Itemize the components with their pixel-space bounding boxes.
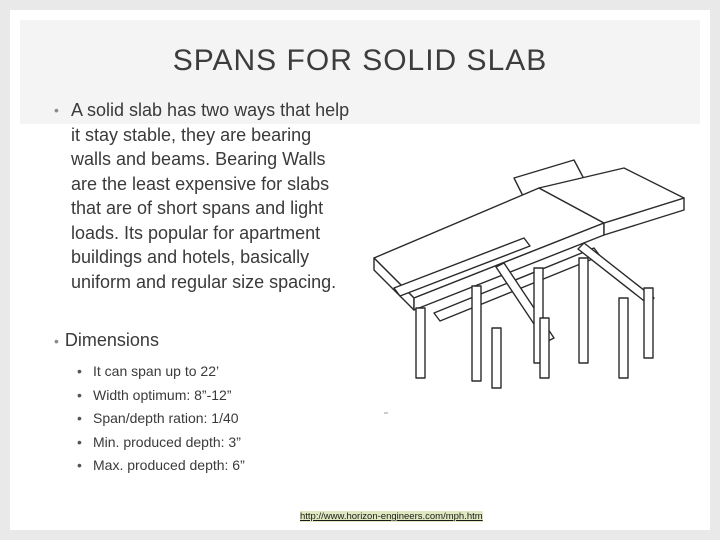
source-link[interactable]: http://www.horizon-engineers.com/mph.htm	[300, 511, 483, 522]
list-item: • Max. produced depth: 6”	[77, 454, 245, 478]
list-item: • Width optimum: 8”-12”	[77, 384, 245, 408]
intro-bullet	[54, 98, 354, 294]
dimensions-list	[77, 360, 245, 478]
bullet-icon: •	[54, 333, 59, 349]
bullet-icon: •	[77, 457, 82, 473]
bullet-icon: •	[77, 433, 82, 450]
bullet-icon: •	[54, 102, 59, 118]
bullet-icon: •	[77, 410, 82, 426]
intro-text: A solid slab has two ways that help it stay stable, they are bearing walls and beams. Bearing Walls are the least expensive for slabs that are of short spans and light loads. Its popular for apartment buildings and hotels, basically uniform and regular size spacing.	[71, 100, 350, 292]
list-item: • Span/depth ration: 1/40	[77, 407, 245, 431]
bullet-icon: •	[77, 363, 82, 379]
dimensions-bullet	[54, 330, 159, 351]
slide-title: SPANS FOR SOLID SLAB	[172, 44, 548, 77]
slab-structure-drawing	[354, 148, 690, 426]
slab-drawing-svg	[354, 148, 690, 426]
list-item: • It can span up to 22’	[77, 360, 245, 384]
bullet-icon: •	[77, 386, 82, 403]
dimensions-heading: Dimensions	[64, 330, 159, 350]
list-item: • Min. produced depth: 3”	[77, 431, 245, 455]
